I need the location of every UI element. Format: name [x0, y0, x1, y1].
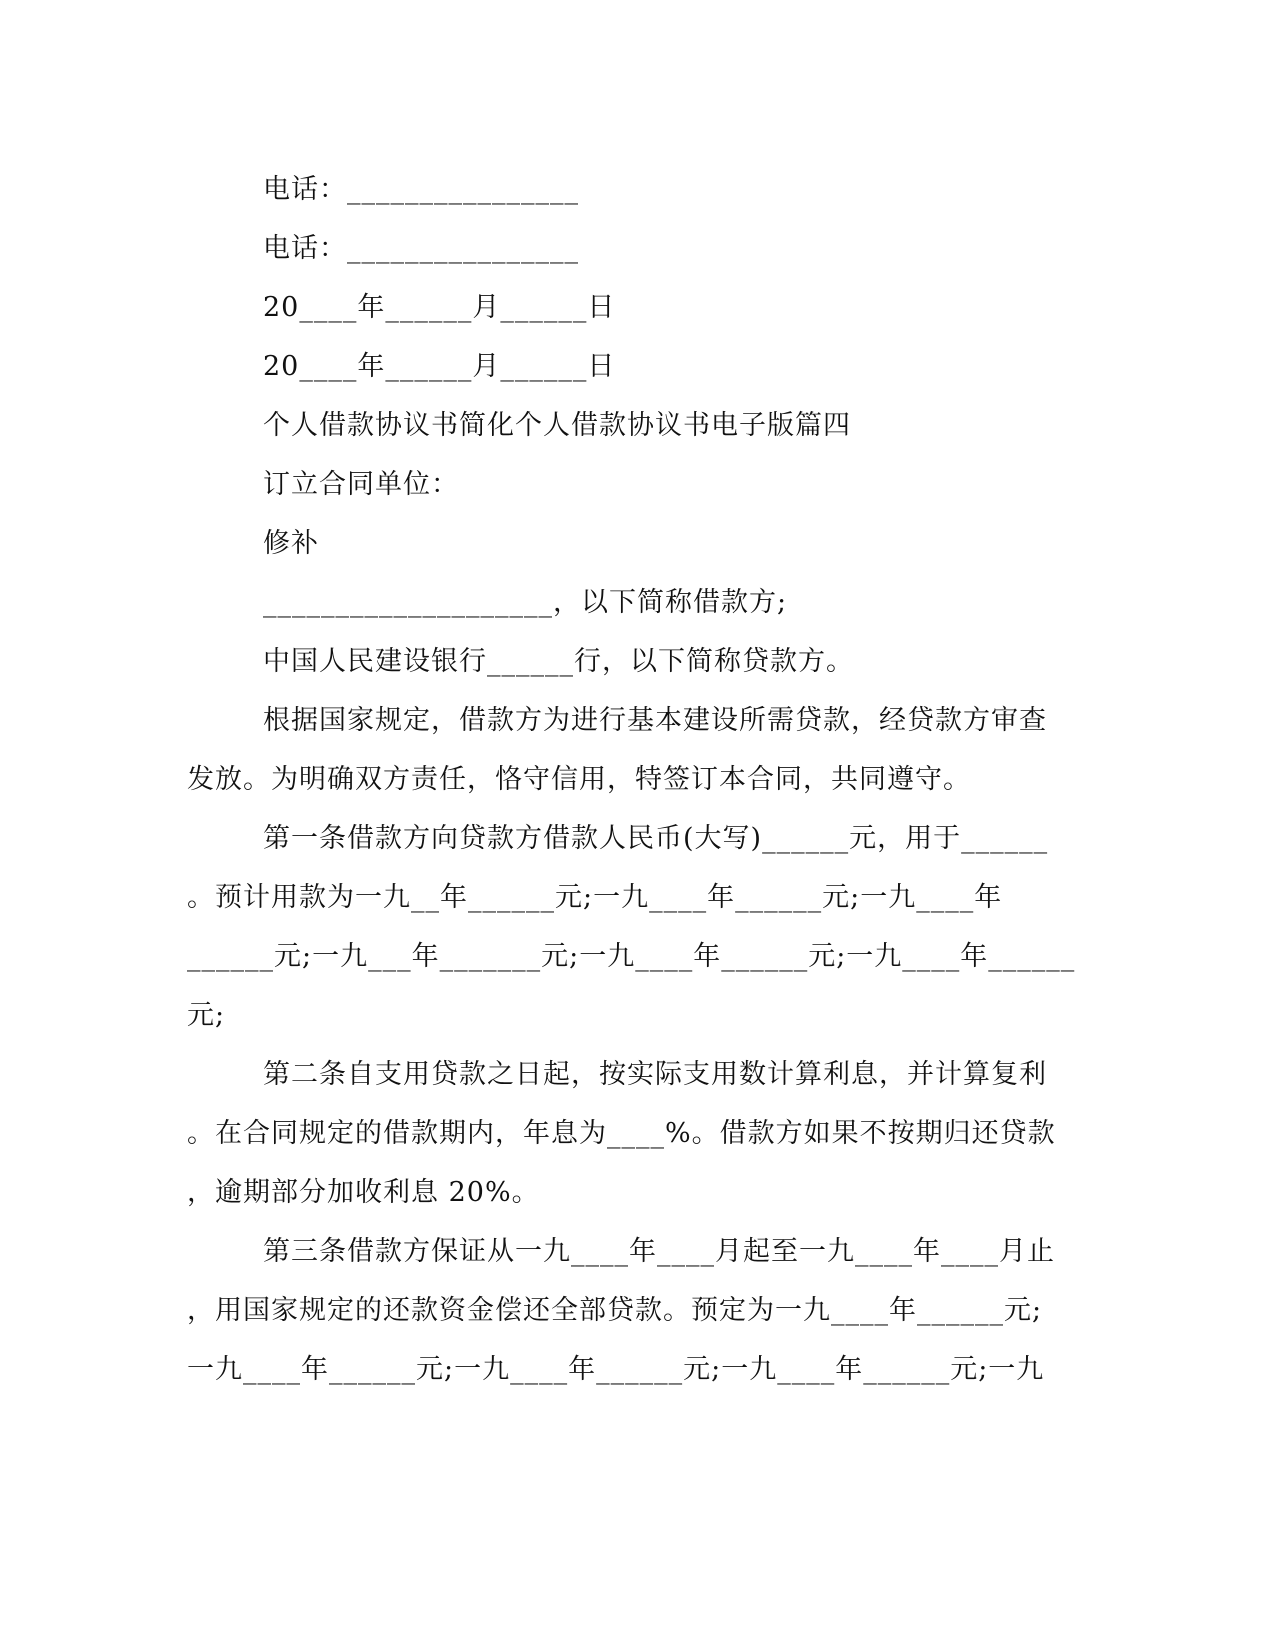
article-3-line-1: 第三条借款方保证从一九____年____月起至一九____年____月止: [263, 1236, 1055, 1267]
phone-line-2: 电话：________________: [263, 233, 579, 264]
preamble-line-2: 发放。为明确双方责任，恪守信用，特签订本合同，共同遵守。: [187, 764, 971, 795]
article-3-line-3: 一九____年______元;一九____年______元;一九____年______元;一九: [187, 1354, 1045, 1385]
article-2-line-2: 。在合同规定的借款期内，年息为____%。借款方如果不按期归还贷款: [187, 1118, 1056, 1149]
article-2-line-1: 第二条自支用贷款之日起，按实际支用数计算利息，并计算复利: [263, 1059, 1047, 1090]
date-line-2: 20____年______月______日: [263, 351, 616, 382]
article-1-line-2: 。预计用款为一九__年______元;一九____年______元;一九____年: [187, 882, 1003, 913]
article-1-line-4: 元;: [187, 1000, 226, 1031]
contract-parties-label: 订立合同单位：: [263, 469, 459, 500]
lender-line: 中国人民建设银行______行，以下简称贷款方。: [263, 646, 854, 677]
article-1-line-1: 第一条借款方向贷款方借款人民币(大写)______元，用于______: [263, 823, 1049, 854]
phone-line-1: 电话：________________: [263, 174, 579, 205]
article-2-line-3: ，逾期部分加收利息 20%。: [187, 1177, 540, 1208]
borrower-line: ____________________，以下简称借款方;: [263, 587, 788, 618]
article-1-line-3: ______元;一九___年_______元;一九____年______元;一九____年______: [187, 941, 1076, 972]
date-line-1: 20____年______月______日: [263, 292, 616, 323]
preamble-line-1: 根据国家规定，借款方为进行基本建设所需贷款，经贷款方审查: [263, 705, 1047, 736]
repair-label: 修补: [263, 528, 319, 559]
article-3-line-2: ，用国家规定的还款资金偿还全部贷款。预定为一九____年______元;: [187, 1295, 1043, 1326]
section-title: 个人借款协议书简化个人借款协议书电子版篇四: [263, 410, 851, 441]
